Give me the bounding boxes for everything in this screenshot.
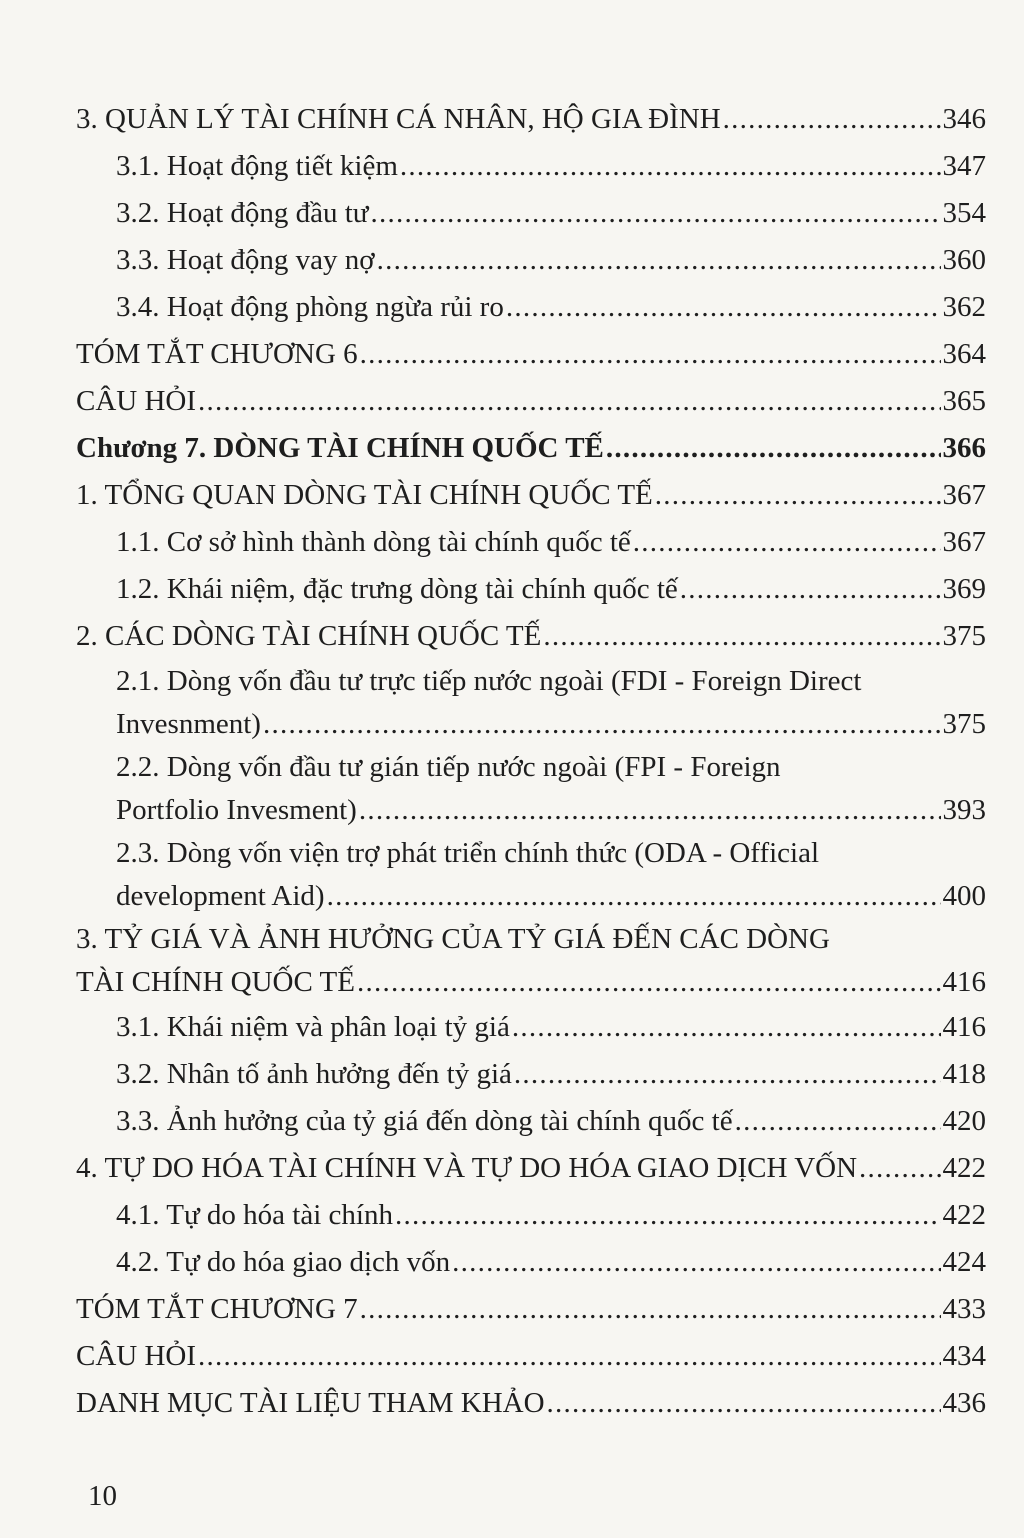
toc-entry — [76, 1239, 986, 1286]
dot-leader — [543, 613, 940, 660]
page-number: 10 — [88, 1480, 117, 1512]
table-of-contents — [76, 96, 986, 1427]
dot-leader — [263, 703, 941, 746]
toc-entry — [76, 378, 986, 425]
dot-leader — [360, 331, 941, 378]
toc-entry-title: 3.1. Hoạt động tiết kiệm — [116, 150, 398, 182]
dot-leader — [606, 425, 941, 472]
toc-entry-multiline — [76, 660, 986, 746]
dot-leader — [452, 1239, 940, 1286]
toc-entry-page: 346 — [942, 103, 986, 135]
toc-entry-page: 354 — [942, 197, 986, 229]
toc-entry-multiline — [76, 746, 986, 832]
toc-entry-page: 369 — [942, 573, 986, 605]
dot-leader — [723, 96, 941, 143]
toc-entry — [76, 613, 986, 660]
toc-entry-page: 375 — [942, 620, 986, 652]
dot-leader — [360, 1286, 941, 1333]
toc-entry — [76, 190, 986, 237]
toc-entry-page: 433 — [942, 1293, 986, 1325]
toc-entry-title: 1.2. Khái niệm, đặc trưng dòng tài chính quốc tế — [116, 573, 678, 605]
toc-entry-title: CÂU HỎI — [76, 1340, 197, 1372]
toc-entry-title-line2: Invesnment) — [116, 708, 261, 740]
toc-entry — [76, 472, 986, 519]
toc-entry — [76, 519, 986, 566]
toc-entry — [76, 143, 986, 190]
toc-entry-title-line1: 2.2. Dòng vốn đầu tư gián tiếp nước ngoài (FPI - Foreign — [116, 751, 781, 783]
toc-entry — [76, 1380, 986, 1427]
toc-entry-title-line2: Portfolio Invesment) — [116, 794, 357, 826]
toc-entry-page: 420 — [942, 1105, 986, 1137]
dot-leader — [327, 875, 941, 918]
toc-entry-page: 416 — [942, 1011, 986, 1043]
toc-entry — [76, 1051, 986, 1098]
toc-entry-title: Chương 7. DÒNG TÀI CHÍNH QUỐC TẾ — [76, 432, 604, 464]
toc-entry — [76, 237, 986, 284]
toc-entry-page: 364 — [942, 338, 986, 370]
dot-leader — [400, 143, 941, 190]
toc-entry — [76, 1004, 986, 1051]
toc-entry — [76, 284, 986, 331]
toc-entry-multiline — [76, 832, 986, 918]
toc-entry — [76, 1333, 986, 1380]
toc-entry-page: 362 — [942, 291, 986, 323]
toc-entry — [76, 331, 986, 378]
dot-leader — [859, 1145, 940, 1192]
toc-entry-title: 3.2. Nhân tố ảnh hưởng đến tỷ giá — [116, 1058, 512, 1090]
toc-entry-title-line1: 3. TỶ GIÁ VÀ ẢNH HƯỞNG CỦA TỶ GIÁ ĐẾN CÁC DÒNG — [76, 923, 830, 955]
toc-entry-page: 422 — [942, 1199, 986, 1231]
toc-entry — [76, 566, 986, 613]
dot-leader — [395, 1192, 941, 1239]
toc-entry-title-line1: 2.3. Dòng vốn viện trợ phát triển chính thức (ODA - Official — [116, 837, 820, 869]
toc-entry-title: 3.3. Ảnh hưởng của tỷ giá đến dòng tài chính quốc tế — [116, 1105, 733, 1137]
dot-leader — [514, 1051, 941, 1098]
toc-entry-title: 4.2. Tự do hóa giao dịch vốn — [116, 1246, 451, 1278]
toc-entry-page: 422 — [942, 1152, 986, 1184]
toc-entry-page: 393 — [942, 794, 986, 826]
dot-leader — [198, 1333, 940, 1380]
toc-entry-page: 424 — [942, 1246, 986, 1278]
toc-entry-multiline — [76, 918, 986, 1004]
toc-entry-page: 434 — [942, 1340, 986, 1372]
toc-entry-page: 360 — [942, 244, 986, 276]
dot-leader — [359, 789, 941, 832]
toc-entry-title: 4.1. Tự do hóa tài chính — [116, 1199, 393, 1231]
toc-entry-title: 4. TỰ DO HÓA TÀI CHÍNH VÀ TỰ DO HÓA GIAO DỊCH VỐN — [76, 1152, 858, 1184]
toc-entry-page: 375 — [942, 708, 986, 740]
toc-entry-title: 3. QUẢN LÝ TÀI CHÍNH CÁ NHÂN, HỘ GIA ĐÌNH — [76, 103, 721, 135]
dot-leader — [198, 378, 940, 425]
toc-entry-title: 3.1. Khái niệm và phân loại tỷ giá — [116, 1011, 510, 1043]
toc-entry-title: 1.1. Cơ sở hình thành dòng tài chính quốc tế — [116, 526, 631, 558]
dot-leader — [357, 961, 941, 1004]
toc-entry-page: 416 — [942, 966, 986, 998]
toc-entry — [76, 1098, 986, 1145]
toc-entry-title: 1. TỔNG QUAN DÒNG TÀI CHÍNH QUỐC TẾ — [76, 479, 653, 511]
toc-entry-title: TÓM TẮT CHƯƠNG 7 — [76, 1293, 358, 1325]
dot-leader — [655, 472, 941, 519]
toc-entry-page: 347 — [942, 150, 986, 182]
toc-entry-page: 366 — [942, 432, 986, 464]
toc-entry-page: 436 — [942, 1387, 986, 1419]
dot-leader — [371, 190, 941, 237]
toc-entry-title: 3.4. Hoạt động phòng ngừa rủi ro — [116, 291, 504, 323]
toc-entry-page: 418 — [942, 1058, 986, 1090]
dot-leader — [506, 284, 941, 331]
dot-leader — [547, 1380, 941, 1427]
dot-leader — [735, 1098, 941, 1145]
toc-entry-page: 365 — [942, 385, 986, 417]
toc-entry — [76, 96, 986, 143]
toc-entry-page: 367 — [942, 479, 986, 511]
toc-entry-title-line2: development Aid) — [116, 880, 325, 912]
toc-entry — [76, 1192, 986, 1239]
toc-entry-title: CÂU HỎI — [76, 385, 197, 417]
toc-entry-title: 3.2. Hoạt động đầu tư — [116, 197, 369, 229]
toc-entry-title: 3.3. Hoạt động vay nợ — [116, 244, 375, 276]
toc-chapter-heading — [76, 425, 986, 472]
toc-entry-title: 2. CÁC DÒNG TÀI CHÍNH QUỐC TẾ — [76, 620, 542, 652]
dot-leader — [633, 519, 941, 566]
toc-entry-title: DANH MỤC TÀI LIỆU THAM KHẢO — [76, 1387, 545, 1419]
toc-entry — [76, 1286, 986, 1333]
toc-entry — [76, 1145, 986, 1192]
toc-entry-page: 400 — [942, 880, 986, 912]
dot-leader — [680, 566, 941, 613]
dot-leader — [377, 237, 941, 284]
dot-leader — [512, 1004, 941, 1051]
toc-entry-page: 367 — [942, 526, 986, 558]
toc-entry-title-line1: 2.1. Dòng vốn đầu tư trực tiếp nước ngoài (FDI - Foreign Direct — [116, 665, 862, 697]
toc-entry-title-line2: TÀI CHÍNH QUỐC TẾ — [76, 966, 355, 998]
toc-entry-title: TÓM TẮT CHƯƠNG 6 — [76, 338, 358, 370]
